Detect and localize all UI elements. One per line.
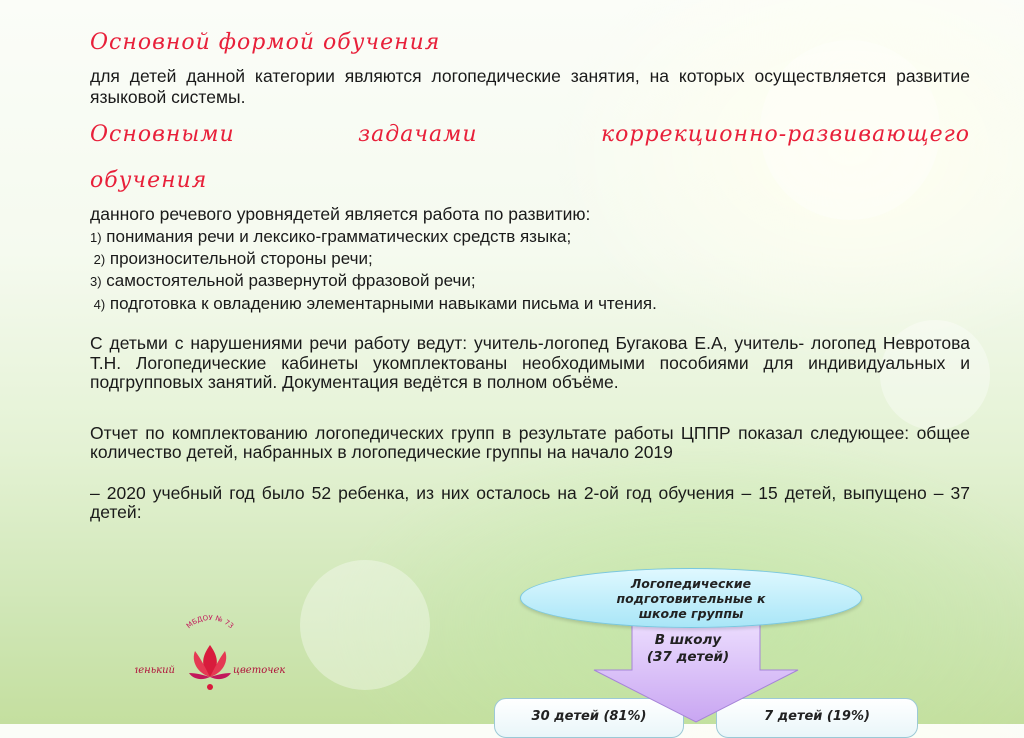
- heading-tasks-cont: обучения: [90, 168, 208, 193]
- logo-name-left: енький: [138, 665, 175, 676]
- result-box-right: 7 детей (19%): [716, 698, 918, 738]
- bokeh-circle: [300, 560, 430, 690]
- logo-name-right: цветочек: [233, 665, 285, 676]
- task-item: [90, 270, 476, 292]
- result-box-left: 30 детей (81%): [494, 698, 684, 738]
- svg-text:МБДОУ № 73: [185, 615, 235, 630]
- task-number: 2): [90, 252, 106, 267]
- paragraph-tasks-intro: данного речевого уровнядетей является работа по развитию:: [90, 204, 591, 224]
- arrow-label-line2: (37 детей): [646, 649, 730, 665]
- arrow-label: [628, 632, 748, 666]
- logo-arc-text: МБДОУ № 73: [185, 615, 236, 631]
- task-text: произносительной стороны речи;: [105, 249, 373, 268]
- task-item: [90, 248, 373, 270]
- flower-logo-icon: [135, 615, 285, 695]
- paragraph-report-cont: – 2020 учебный год было 52 ребенка, из них осталось на 2-ой год обучения – 15 детей, выпущено – 37 детей:: [90, 483, 970, 522]
- task-text: понимания речи и лексико-грамматических средств языка;: [101, 227, 572, 246]
- paragraph-report: Отчет по комплектованию логопедических групп в результате работы ЦППР показал следующее: общее количество детей, набранных в логопедические группы на начало 2019: [90, 423, 970, 462]
- diagram-groups-ellipse: [520, 568, 862, 628]
- task-text: подготовка к овладению элементарными навыками письма и чтения.: [105, 294, 657, 313]
- task-number: 1): [90, 230, 102, 245]
- task-text: самостоятельной развернутой фразовой речи;: [101, 271, 476, 290]
- ellipse-text: Логопедические подготовительные к школе группы: [616, 575, 766, 621]
- diagram-arrow: [560, 612, 840, 724]
- task-number: 4): [90, 297, 106, 312]
- task-item: [90, 226, 571, 248]
- task-number: 3): [90, 274, 102, 289]
- task-item: [90, 293, 657, 315]
- paragraph-intro: для детей данной категории являются логопедические занятия, на которых осуществляется развитие языковой системы.: [90, 66, 970, 107]
- arrow-label-line1: В школу: [654, 632, 722, 648]
- kindergarten-logo: [135, 615, 285, 695]
- heading-tasks: Основными задачами коррекционно-развивающего: [90, 122, 970, 147]
- paragraph-staff: С детьми с нарушениями речи работу ведут: учитель-логопед Бугакова Е.А, учитель- логопед Невротова Т.Н. Логопедические кабинеты укомплектованы необходимыми пособиями для индивидуальных и подгрупповых занятий. Документация ведётся в полном объёме.: [90, 333, 970, 392]
- heading-main-form: Основной формой обучения: [90, 30, 441, 55]
